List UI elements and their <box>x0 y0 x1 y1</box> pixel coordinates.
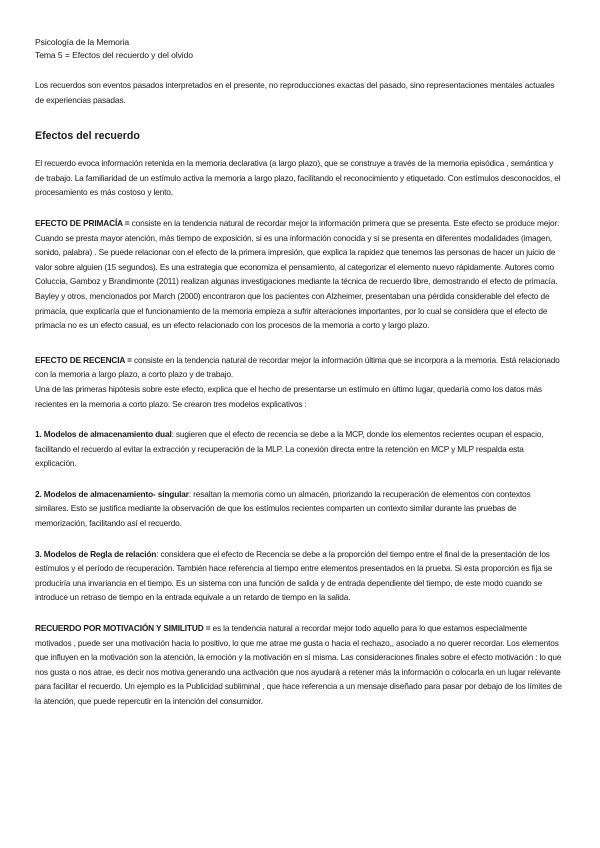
model-regla-label: 3. Modelos de Regla de relación <box>35 548 157 559</box>
topic-title: Tema 5 = Efectos del recuerdo y del olvido <box>35 50 193 60</box>
recencia-term: EFECTO DE RECENCIA = <box>35 354 132 365</box>
intro-paragraph: Los recuerdos son eventos pasados interpretados en el presente, no reproducciones exactas del pasado, sino representaciones mentales actuales de experiencias pasadas. <box>35 80 555 105</box>
model-singular-paragraph <box>35 487 564 531</box>
model-regla-paragraph <box>35 547 564 605</box>
recencia-text: consiste en la tendencia natural de recordar mejor la información última que se incorpora a la memoria. Está relacionado con la memoria a largo plazo, a corto plazo y de trabajo. <box>35 354 560 380</box>
recencia-paragraph-2: Una de las primeras hipótesis sobre este efecto, explica que el hecho de presentarse un estímulo en último lugar, quedaría como los datos más recientes en la memoria a corto plazo. Se crearon tres modelos explicativos : <box>35 383 542 409</box>
section-heading: Efectos del recuerdo <box>35 130 140 143</box>
motivacion-term: RECUERDO POR MOTIVACIÓN Y SIMILITUD = <box>35 623 211 634</box>
recencia-paragraph <box>35 353 564 382</box>
model-dual-label: 1. Modelos de almacenamiento dual <box>35 429 172 440</box>
primacia-term: EFECTO DE PRIMACÍA = <box>35 217 130 228</box>
model-regla-text: : considera que el efecto de Recencia se debe a la proporción del tiempo entre el final de la presentación de los estímulos y el período de recuperación. También hace referencia al tiempo entre elementos presentados en la prueba. Si esta proporción es fija se produciría una invariancia en el tiempo. Es un sistema con una función de salida y de entrada dependiente del tiempo, de este modo cuando se introduce un retraso de tiempo en la entrada equivale a un retardo de tiempo en la salida. <box>35 548 553 603</box>
primacia-text: consiste en la tendencia natural de recordar mejor la información primera que se presenta. Este efecto se produce mejor: Cuando se presta mayor atención, más tiempo de exposición, si es una información conocida y si se presenta en diferentes modalidades (imagen, sonido, palabra) . Se puede relacionar con el efecto de la primera impresión, que explica la rapidez que tenemos las personas de hacer un juicio de valor sobre alguien (15 segundos). Es una estrategia que economiza el pensamiento, al categorizar el elemento nuevo rápidamente. Autores como Coluccia, Gamboz y Brandimonte (2011) realizan algunas investigaciones mediante la técnica de recuerdo libre, demostrando el efecto de primacía. Bayley y otros, mencionados por March (2000) encontraron que los pacientes con Alzheimer, presentaban una pérdida considerable del efecto de primacía, que explicaría que el funcionamiento de la memoria empieza a sufrir alteraciones importantes, por lo cual se considera que el efecto de primacía no es un efecto casual, es un efecto relacionado con los procesos de la memoria a corto y largo plazo. <box>35 217 560 331</box>
course-title: Psicología de la Memoria <box>35 37 130 47</box>
model-singular-text: : resaltan la memoria como un almacén, priorizando la recuperación de elementos con contextos similares. Esto se justifica mediante la observación de que los estímulos recientes comparten un contexto similar durante las pruebas de memorización, facilitando así el recuerdo. <box>35 488 531 529</box>
model-dual-text: : sugieren que el efecto de recencia se debe a la MCP, donde los elementos recientes ocupan el espacio, facilitando el recuerdo al evitar la extracción y recuperación de la MLP. La conexión directa entre la retención en MCP y MLP respalda esta explicación. <box>35 429 544 469</box>
motivacion-text: es la tendencia natural a recordar mejor todo aquello para lo que estamos especialmente motivados , puede ser una motivación hacia lo positivo, lo que me atrae me gusta o hacia el rechazo,, asociado a no querer recordar. Los elementos que influyen en la motivación son la atención, la emoción y la motivación en sí misma. Las consideraciones finales sobre el efecto motivación : lo que nos gusta o nos atrae, es decir nos motiva generando una activación que nos ayudará a retener más la información o colocarla en un lugar relevante para facilitar el recuerdo. Un ejemplo es la Publicidad subliminal , que hace referencia a un mensaje diseñado para pasar por debajo de los límites de la atención, que puede repercutir en la intención del consumidor. <box>35 623 562 706</box>
motivacion-paragraph <box>35 621 564 709</box>
model-singular-label: 2. Modelos de almacenamiento- singular <box>35 488 189 499</box>
model-dual-paragraph <box>35 427 564 471</box>
primacia-paragraph <box>35 216 564 333</box>
recuerdo-paragraph: El recuerdo evoca información retenida en la memoria declarativa (a largo plazo), que se construye a través de la memoria episódica , semántica y de trabajo. La familiaridad de un estímulo activa la memoria a largo plazo, facilitando el reconocimiento y etiquetado. Con estímulos desconocidos, el procesamiento es más costoso y lento. <box>35 158 561 198</box>
